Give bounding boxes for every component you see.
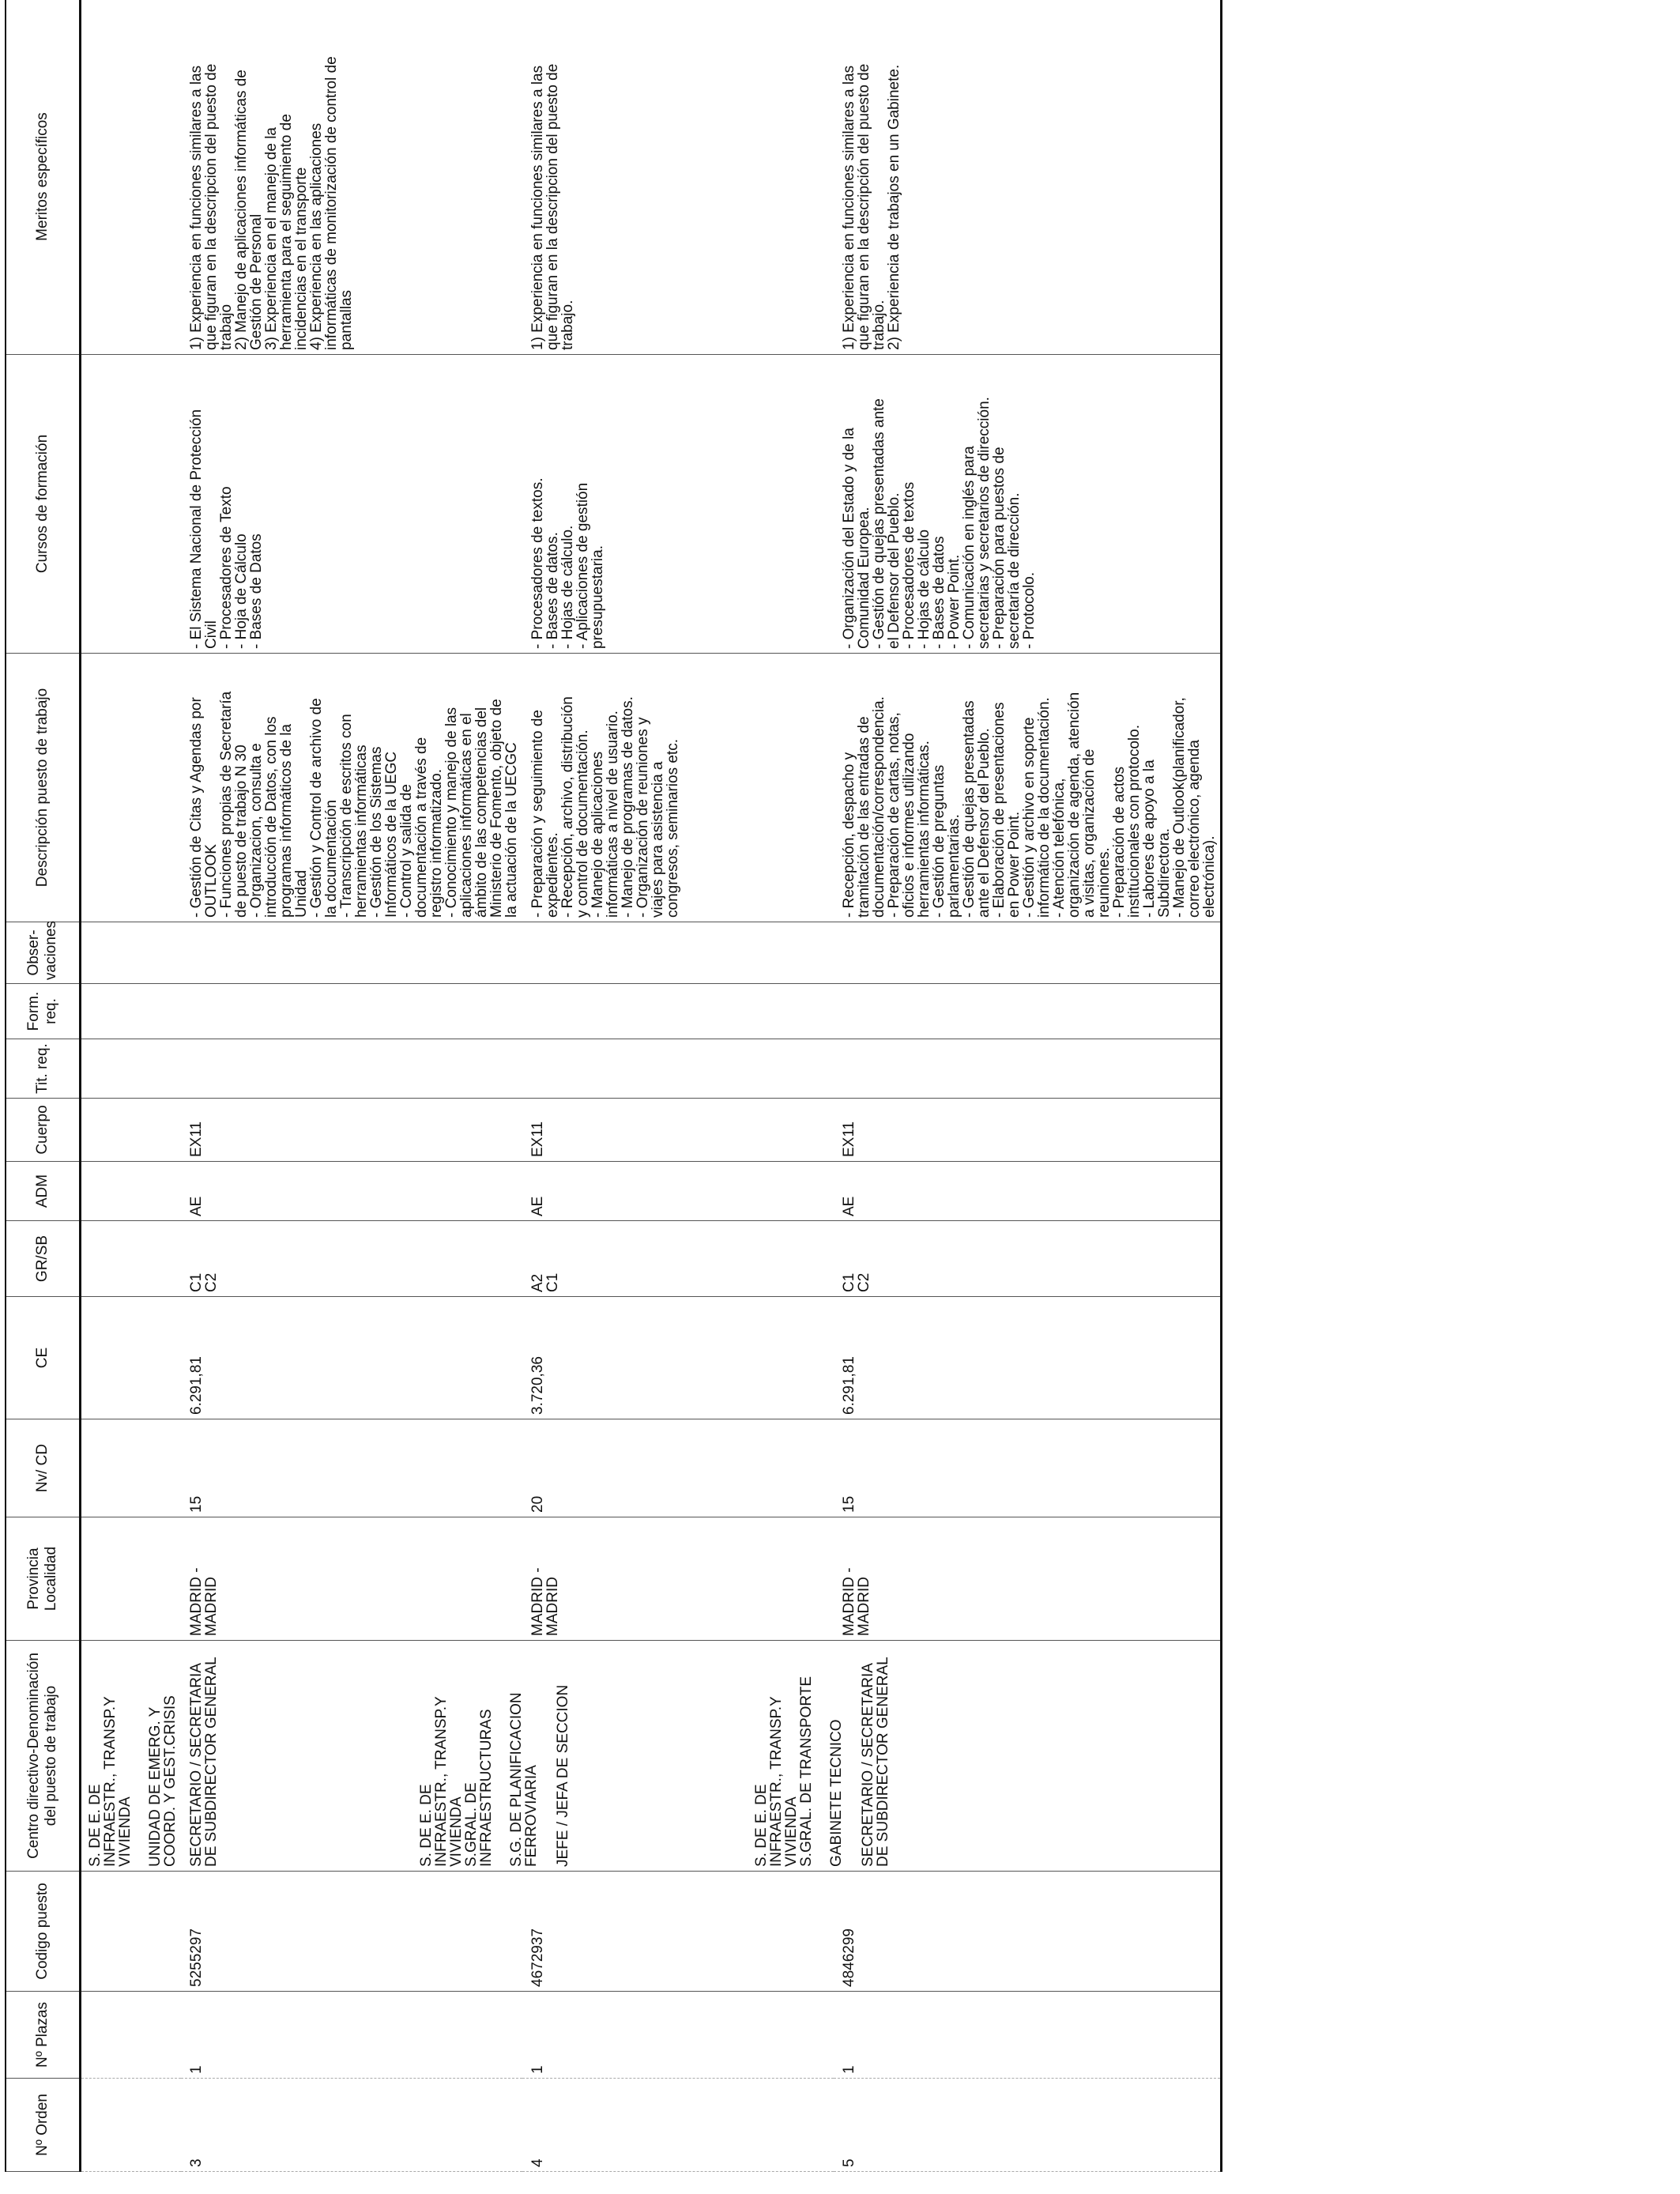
- header-meritos: Meritos específicos: [6, 0, 81, 355]
- header-descripcion: Descripción puesto de trabajo: [6, 654, 81, 922]
- cell-ce: 3.720,36: [522, 1297, 834, 1419]
- cell-nivel: 15: [834, 1419, 1222, 1517]
- header-cuerpo: Cuerpo: [6, 1099, 81, 1162]
- header-cursos: Cursos de formación: [6, 355, 81, 654]
- header-plazas: Nº Plazas: [6, 1992, 81, 2079]
- cell-cuerpo: EX11: [181, 1099, 522, 1162]
- cell-form: [834, 984, 1222, 1039]
- cell-nivel: 15: [181, 1419, 522, 1517]
- intro-centro: S. DE E. DE INFRAESTR., TRANSP.Y VIVIENDA UNIDAD DE EMERG. Y COORD. Y GEST.CRISIS: [81, 1641, 182, 1872]
- header-grupo: GR/SB: [6, 1221, 81, 1297]
- cell-grupo: C1 C2: [834, 1221, 1222, 1297]
- cell-codigo: 4846299: [834, 1872, 1222, 1992]
- cell-descripcion: - Recepción, despacho y tramitación de las entradas de documentación/correspondencia. - Preparación de cartas, notas, oficios e informes utilizando herramientas informáticas. - Gestión de preguntas parlamentarias. - Gestión de quejas presentadas ante el Defensor del Pueblo. - Elaboración de presentaciones en Power Point. - Gestión y archivo en soporte informático de la documentación. - Atención telefónica, organización de agenda, atención a visitas, organización de reuniones. - Preparación de actos institucionales con protocolo. - Labores de apoyo a la Subdirectora. - Manejo de Outlook(planificador, correo electrónico, agenda electrónica).: [834, 654, 1222, 922]
- cell-meritos: 1) Experiencia en funciones similares a las que figuran en la descripcion del puesto de trabajo.: [522, 0, 834, 355]
- cell-ce: 6.291,81: [181, 1297, 522, 1419]
- cell-form: [522, 984, 834, 1039]
- cell-adm: AE: [181, 1162, 522, 1221]
- cell-adm: AE: [522, 1162, 834, 1221]
- header-nivel: Nv/ CD: [6, 1419, 81, 1517]
- cell-tit: [834, 1039, 1222, 1099]
- cell-orden: 4: [522, 2079, 834, 2172]
- cell-tit: [181, 1039, 522, 1099]
- centro-heading: S. DE E. DE INFRAESTR., TRANSP.Y VIVIENDA S.GRAL. DE INFRAESTRUCTURAS S.G. DE PLANIFICACION FERROVIARIA: [418, 1692, 540, 1867]
- cell-obs: [522, 922, 834, 984]
- centro-puesto: JEFE / JEFA DE SECCION: [555, 1684, 571, 1867]
- cell-grupo: C1 C2: [181, 1221, 522, 1297]
- cell-cuerpo: EX11: [834, 1099, 1222, 1162]
- cell-obs: [181, 922, 522, 984]
- header-provincia: Provincia Localidad: [6, 1517, 81, 1641]
- cell-centro: SECRETARIO / SECRETARIA DE SUBDIRECTOR GENERAL: [181, 1641, 522, 1872]
- cell-grupo: A2 C1: [522, 1221, 834, 1297]
- cell-plazas: 1: [181, 1992, 522, 2079]
- cell-plazas: 1: [834, 1992, 1222, 2079]
- cell-ce: 6.291,81: [834, 1297, 1222, 1419]
- header-obs: Obser-vaciones: [6, 922, 81, 984]
- cell-cursos: - Procesadores de textos. - Bases de datos. - Hojas de cálculo. - Aplicaciones de gestión presupuestaria.: [522, 355, 834, 654]
- cell-meritos: 1) Experiencia en funciones similares a las que figuran en la descripcion del puesto de trabajo 2) Manejo de aplicaciones informáticas de Gestión de Personal 3) Experiencia en el manejo de la herramienta para el seguimiento de incidencias en el transporte 4) Experiencia en las aplicaciones informáticas de monitorización de control de pantallas: [181, 0, 522, 355]
- header-codigo: Codigo puesto: [6, 1872, 81, 1992]
- cell-cuerpo: EX11: [522, 1099, 834, 1162]
- cell-descripcion: - Gestión de Citas y Agendas por OUTLOOK - Funciones propias de Secretaría de puesto de trabajo N 30 - Organizacion, consulta e introducción de Datos, con los programas informáticos de la Unidad - Gestión y Control de archivo de la documentación - Transcripción de escritos con herramientas informáticas - Gestión de los Sistemas Informáticos de la UEGC - Control y salida de documentación a través de registro informatizado. - Conocimiento y manejo de las aplicaciones informáticas en el ámbito de las competencias del Ministerio de Fomento, objeto de la actuación de la UECGC: [181, 654, 522, 922]
- header-adm: ADM: [6, 1162, 81, 1221]
- header-row: [6, 0, 81, 2172]
- cell-nivel: 20: [522, 1419, 834, 1517]
- header-orden: Nº Orden: [6, 2079, 81, 2172]
- cell-descripcion: - Preparación y seguimiento de expedientes. - Recepción, archivo, distribución y control de documentación. - Manejo de aplicaciones informáticas a nivel de usuario. - Manejo de programas de datos. - Organización de reuniones y viajes para asistencia a congresos, seminarios etc.: [522, 654, 834, 922]
- cell-provincia: MADRID - MADRID: [181, 1517, 522, 1641]
- cell-provincia: MADRID - MADRID: [522, 1517, 834, 1641]
- header-centro: Centro directivo-Denominación del puesto de trabajo: [6, 1641, 81, 1872]
- cell-obs: [834, 922, 1222, 984]
- cell-form: [181, 984, 522, 1039]
- centro-puesto: SECRETARIO / SECRETARIA DE SUBDIRECTOR GENERAL: [860, 1657, 891, 1867]
- table-row: [834, 0, 1222, 2172]
- vacancy-table: [5, 0, 1222, 2172]
- cell-cursos: - El Sistema Nacional de Protección Civil - Procesadores de Texto - Hoja de Cálculo - Bases de Datos: [181, 355, 522, 654]
- centro-heading: S. DE E. DE INFRAESTR., TRANSP.Y VIVIENDA S.GRAL. DE TRANSPORTE GABINETE TECNICO: [753, 1676, 845, 1867]
- cell-codigo: 4672937: [522, 1872, 834, 1992]
- cell-centro: [753, 1641, 1222, 1872]
- cell-codigo: 5255297: [181, 1872, 522, 1992]
- header-tit: Tit. req.: [6, 1039, 81, 1099]
- cell-provincia: MADRID - MADRID: [834, 1517, 1222, 1641]
- header-form: Form. req.: [6, 984, 81, 1039]
- intro-row: [81, 0, 182, 2172]
- cell-tit: [522, 1039, 834, 1099]
- cell-cursos: - Organización del Estado y de la Comunidad Europea. - Gestión de quejas presentadas ante el Defensor del Pueblo. - Procesadores de textos - Hojas de cálculo - Bases de datos - Power Point. - Comunicación en inglés para secretarias y secretarios de dirección. - Preparación para puestos de secretaría de dirección. - Protocolo.: [834, 355, 1222, 654]
- cell-plazas: 1: [522, 1992, 834, 2079]
- cell-orden: 5: [834, 2079, 1222, 2172]
- cell-adm: AE: [834, 1162, 1222, 1221]
- cell-orden: 3: [181, 2079, 522, 2172]
- cell-meritos: 1) Experiencia en funciones similares a las que figuran en la descripción del puesto de trabajo. 2) Experiencia de trabajos en un Gabinete.: [834, 0, 1222, 355]
- header-ce: CE: [6, 1297, 81, 1419]
